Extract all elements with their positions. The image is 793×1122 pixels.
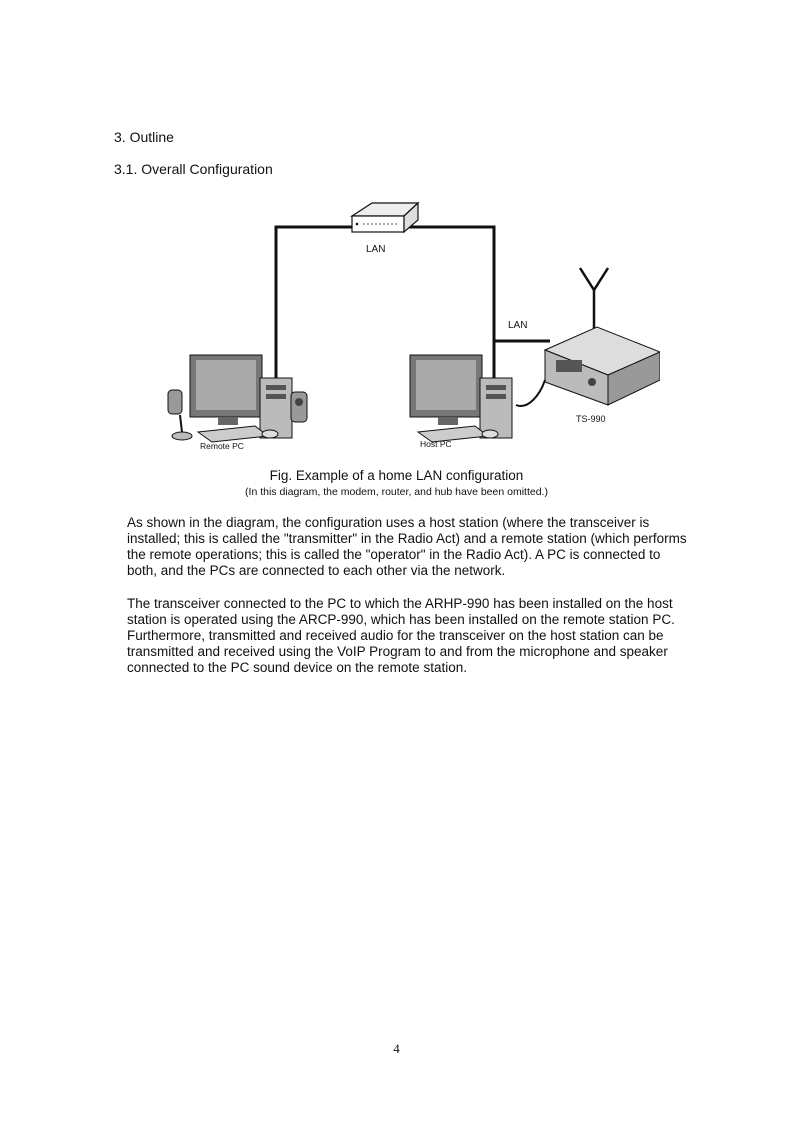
subsection-heading: 3.1. Overall Configuration [114, 161, 273, 177]
section-heading: 3. Outline [114, 129, 174, 145]
remote-pc-label: Remote PC [200, 441, 244, 451]
remote-pc-icon [168, 355, 307, 442]
page-number: 4 [393, 1041, 400, 1056]
host-pc-label: Host PC [420, 439, 452, 449]
paragraph: As shown in the diagram, the configuration uses a host station (where the transceiver is installed; this is called the "transmitter" in the Radio Act) and a remote station (which performs the remote operations; this is called the "operator" in the Radio Act). A PC is connected to both, and the PCs are connected to each other via the network. [127, 515, 687, 578]
lan-side-label: LAN [508, 320, 528, 331]
figure-note: (In this diagram, the modem, router, and hub have been omitted.) [245, 486, 548, 498]
paragraph: The transceiver connected to the PC to which the ARHP-990 has been installed on the host station is operated using the ARCP-990, which has been installed on the remote station PC. Furthermore, transmitted and received audio for the transceiver on the host station can be transmitted and received using the VoIP Program to and from the microphone and speaker connected to the PC sound device on the remote station. [127, 596, 675, 675]
lan-hub-icon [352, 203, 418, 232]
figure-caption: Fig. Example of a home LAN configuration [269, 468, 524, 483]
audio-cable [516, 380, 545, 406]
transceiver-icon [545, 327, 660, 405]
antenna-icon [580, 268, 608, 330]
lan-configuration-diagram [160, 200, 660, 460]
transceiver-label: TS-990 [576, 414, 606, 424]
host-pc-icon [410, 355, 512, 442]
lan-top-label: LAN [366, 244, 386, 255]
